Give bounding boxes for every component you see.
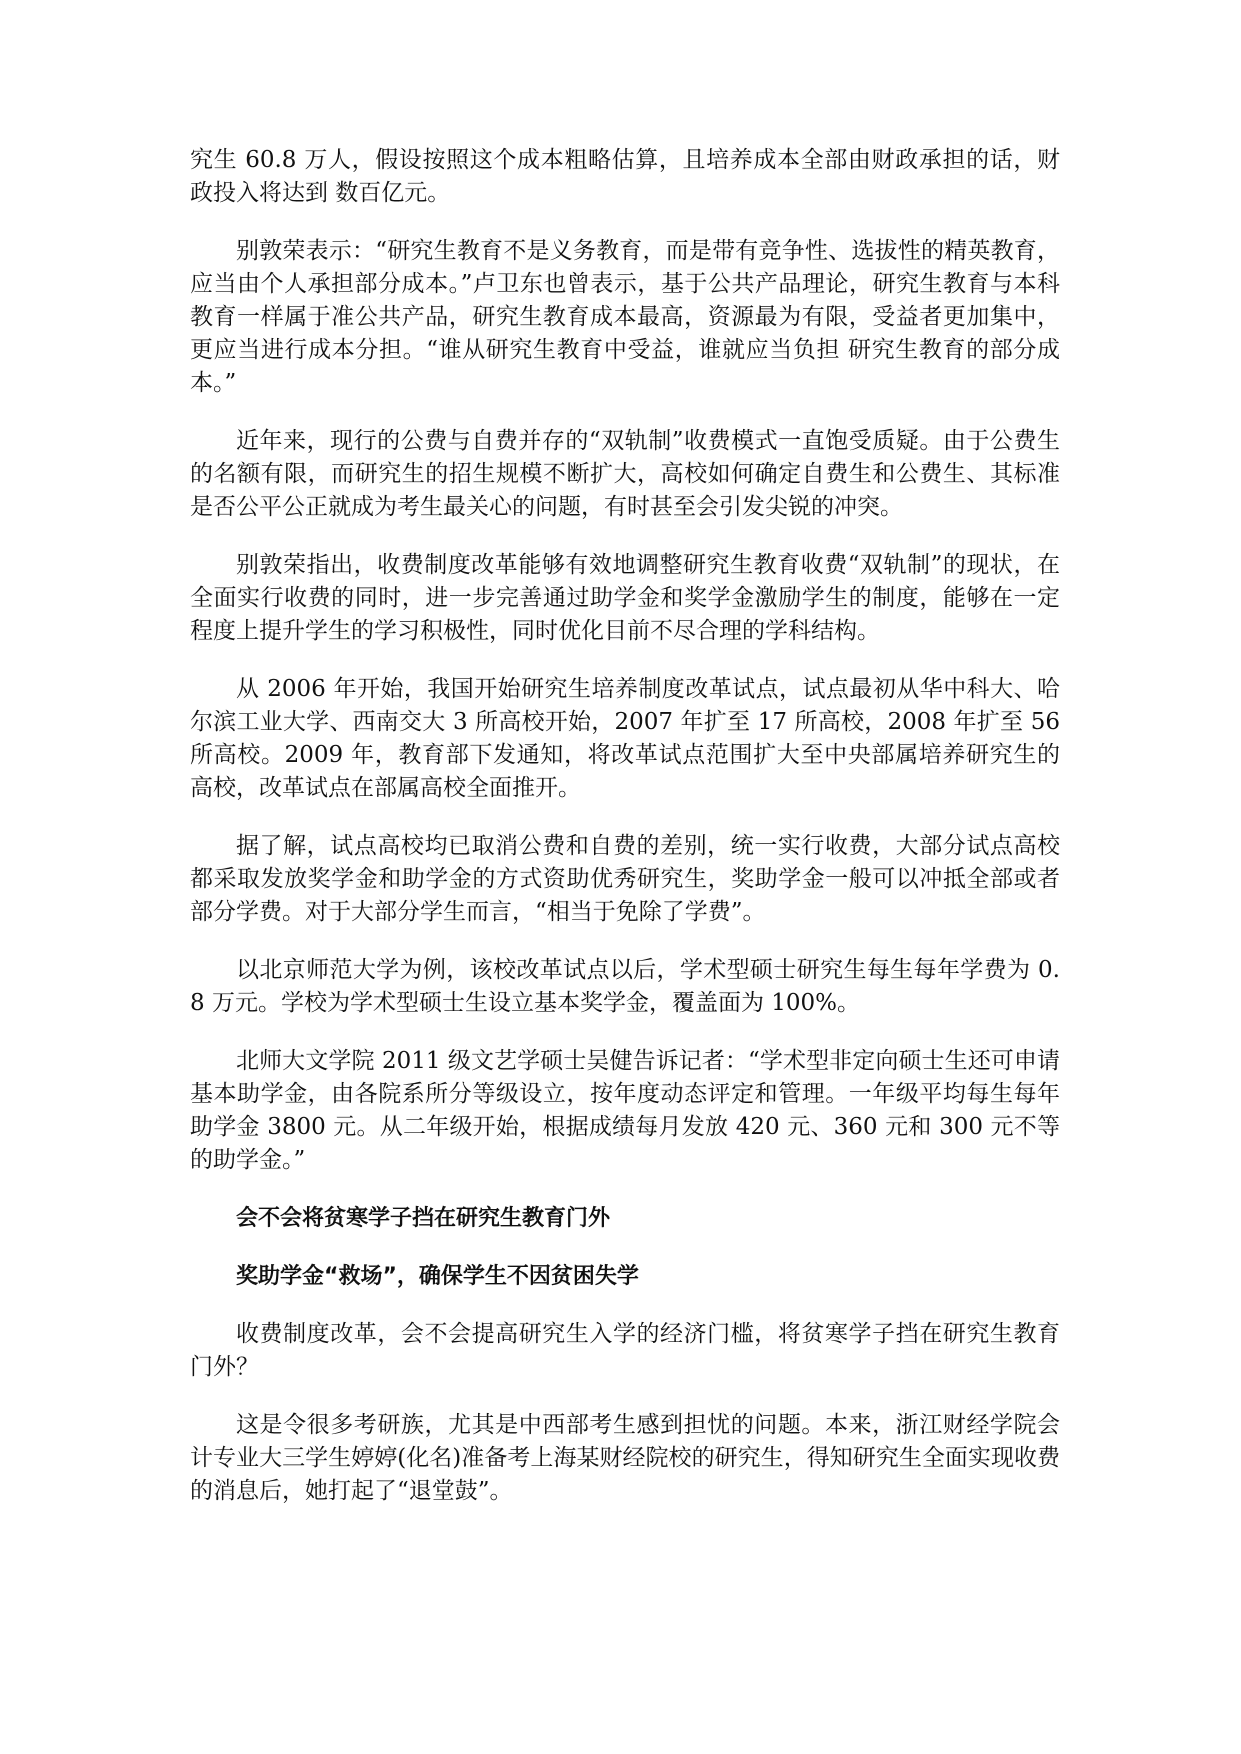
paragraph-4: 别敦荣指出，收费制度改革能够有效地调整研究生教育收费“双轨制”的现状，在全面实行收费的同时，进一步完善通过助学金和奖学金激励学生的制度，能够在一定程度上提升学生的学习积极性，同时优化目前不尽合理的学科结构。	[190, 552, 1060, 644]
paragraph-6: 据了解，试点高校均已取消公费和自费的差别，统一实行收费，大部分试点高校都采取发放奖学金和助学金的方式资助优秀研究生，奖助学金一般可以冲抵全部或者部分学费。对于大部分学生而言，“相当于免除了学费”。	[190, 833, 1060, 925]
paragraph-5: 从 2006 年开始，我国开始研究生培养制度改革试点，试点最初从华中科大、哈尔滨工业大学、西南交大 3 所高校开始，2007 年扩至 17 所高校，2008 年扩至 56 所高校。2009 年，教育部下发通知，将改革试点范围扩大至中央部属培养研究生的高校，改革试点在部属高校全面推开。	[190, 676, 1060, 801]
paragraph-8: 北师大文学院 2011 级文艺学硕士吴健告诉记者：“学术型非定向硕士生还可申请基本助学金，由各院系所分等级设立，按年度动态评定和管理。一年级平均每生每年助学金 3800 元。从二年级开始，根据成绩每月发放 420 元、360 元和 300 元不等的助学金。”	[190, 1048, 1060, 1173]
paragraph-10: 这是令很多考研族，尤其是中西部考生感到担忧的问题。本来，浙江财经学院会计专业大三学生婷婷(化名)准备考上海某财经院校的研究生，得知研究生全面实现收费的消息后，她打起了“退堂鼓”。	[190, 1412, 1060, 1504]
paragraph-2: 别敦荣表示：“研究生教育不是义务教育，而是带有竞争性、选拔性的精英教育，应当由个人承担部分成本。”卢卫东也曾表示，基于公共产品理论，研究生教育与本科教育一样属于准公共产品，研究生教育成本最高，资源最为有限，受益者更加集中，更应当进行成本分担。“谁从研究生教育中受益，谁就应当负担 研究生教育的部分成本。”	[190, 238, 1060, 396]
paragraph-7: 以北京师范大学为例，该校改革试点以后，学术型硕士研究生每生每年学费为 0.8 万元。学校为学术型硕士生设立基本奖学金，覆盖面为 100%。	[190, 957, 1060, 1016]
section-subheading: 奖助学金“救场”，确保学生不因贫困失学	[236, 1264, 639, 1289]
section-heading: 会不会将贫寒学子挡在研究生教育门外	[236, 1206, 611, 1231]
paragraph-9: 收费制度改革，会不会提高研究生入学的经济门槛，将贫寒学子挡在研究生教育门外？	[190, 1321, 1060, 1380]
article-body	[190, 144, 1060, 1533]
paragraph-1: 究生 60.8 万人，假设按照这个成本粗略估算，且培养成本全部由财政承担的话，财政投入将达到 数百亿元。	[190, 147, 1060, 206]
paragraph-3: 近年来，现行的公费与自费并存的“双轨制”收费模式一直饱受质疑。由于公费生的名额有限，而研究生的招生规模不断扩大，高校如何确定自费生和公费生、其标准是否公平公正就成为考生最关心的问题，有时甚至会引发尖锐的冲突。	[190, 428, 1060, 520]
